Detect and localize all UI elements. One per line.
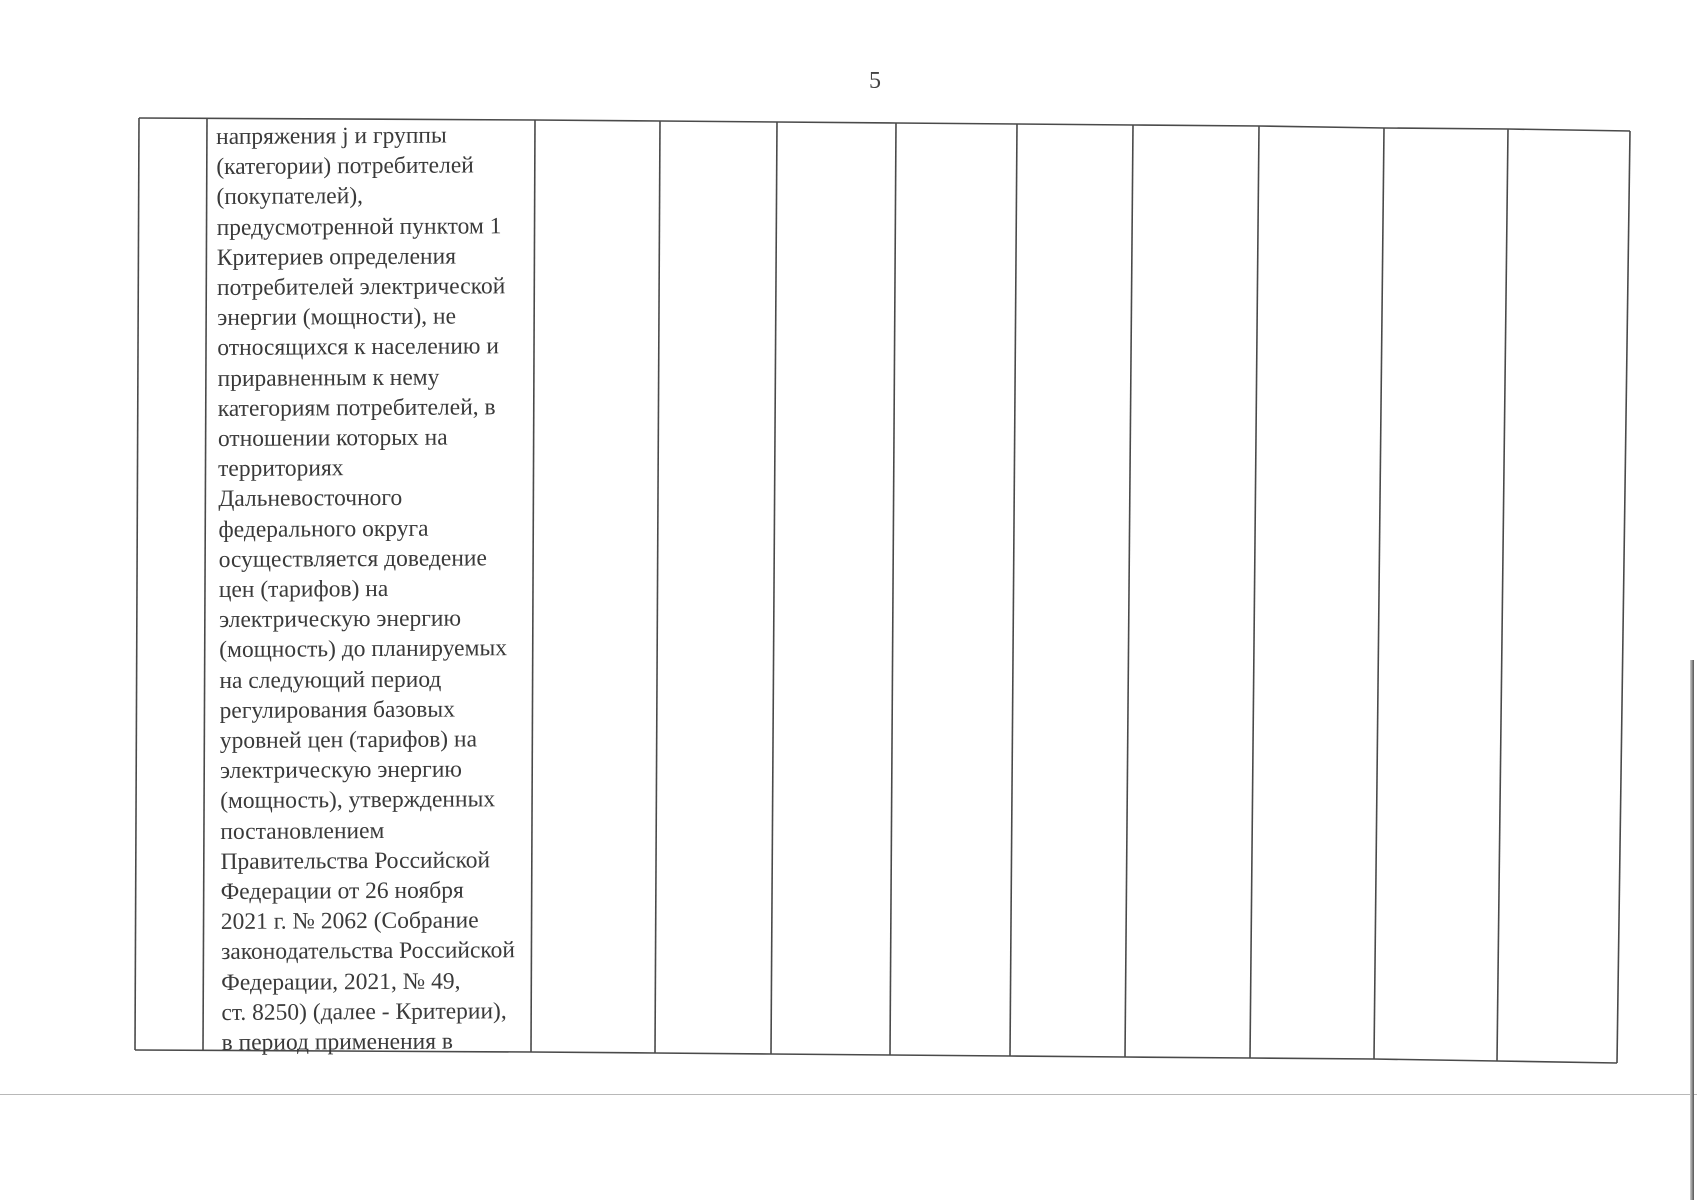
column-separator	[135, 118, 139, 1050]
text-line: отношении которых на	[217, 424, 448, 453]
text-line: федерального округа	[218, 515, 429, 543]
row-description-text	[216, 120, 542, 1058]
text-line: территориях	[218, 455, 344, 483]
page-number: 5	[869, 68, 881, 94]
text-line: предусмотренной пунктом 1	[216, 212, 502, 241]
text-line: относящихся к населению и	[217, 333, 499, 362]
text-line: в период применения в	[221, 1028, 454, 1057]
column-separator	[1125, 125, 1133, 1057]
column-separator	[771, 122, 777, 1054]
text-line: (покупателей),	[216, 183, 364, 211]
page-bottom-rule	[0, 1094, 1697, 1095]
text-line: категориям потребителей, в	[217, 394, 496, 422]
text-line: Дальневосточного	[218, 485, 403, 513]
text-line: Федерации, 2021, № 49,	[221, 968, 461, 996]
text-line: (категории) потребителей	[216, 152, 474, 181]
column-separator	[1250, 126, 1259, 1058]
text-line: уровней цен (тарифов) на	[219, 726, 478, 755]
text-line: ст. 8250) (далее - Критерии),	[221, 998, 507, 1026]
text-line: электрическую энергию	[219, 756, 463, 785]
text-line: на следующий период	[219, 666, 442, 694]
text-line: 2021 г. № 2062 (Собрание	[220, 907, 479, 936]
text-line: осуществляется доведение	[218, 545, 487, 573]
text-line: (мощность) до планируемых	[219, 635, 508, 664]
text-line: регулирования базовых	[219, 696, 455, 724]
column-separator	[1374, 128, 1384, 1059]
text-line: цен (тарифов) на	[218, 576, 389, 604]
text-line: Критериев определения	[216, 243, 457, 271]
column-separator	[203, 119, 207, 1051]
column-separator	[655, 121, 660, 1053]
scan-edge-shadow	[1690, 660, 1694, 1200]
text-line: потребителей электрической	[216, 273, 506, 302]
column-separator	[1617, 131, 1630, 1063]
text-line: Федерации от 26 ноября	[220, 877, 464, 906]
text-line: электрическую энергию	[218, 605, 462, 634]
column-separator	[1497, 129, 1508, 1061]
text-line: напряжения j и группы	[216, 122, 447, 150]
column-separator	[890, 123, 896, 1055]
text-line: постановлением	[220, 817, 385, 845]
text-line: законодательства Российской	[220, 937, 516, 966]
text-line: приравненным к нему	[217, 364, 440, 392]
text-line: (мощность), утвержденных	[220, 786, 496, 815]
column-separator	[1010, 124, 1017, 1056]
text-line: энергии (мощности), не	[217, 303, 457, 332]
text-line: Правительства Российской	[220, 847, 491, 875]
